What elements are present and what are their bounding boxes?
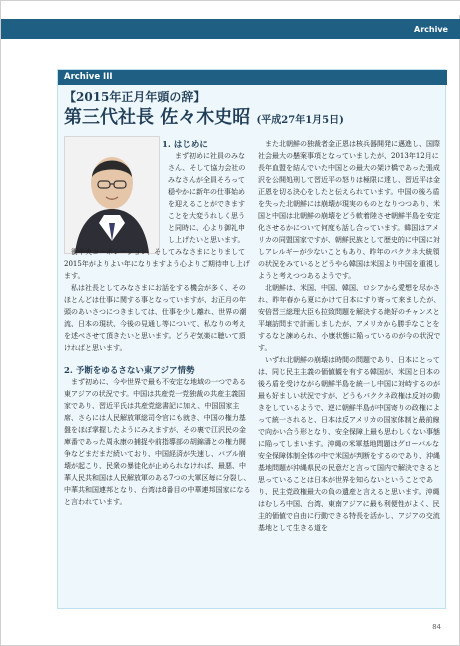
article-kicker: 【2015年正月年頭の辞】 xyxy=(64,90,206,104)
article-title-text: 第三代社長 佐々木史昭 xyxy=(64,107,251,128)
paragraph-2: 衝中央コーポレーション、そしてみなさまにとりまして2015年がよりよい年になりますよう心よりご期待申し上げます。 xyxy=(64,248,250,280)
paragraph-6: 北朝鮮は、米国、中国、韓国、ロシアから愛想を尽かされ、昨年春から夏にかけて日本にすり寄って来ましたが、安倍晋三総理大臣も拉致問題を解決する絶好のチャンスと平壌訪問まで計画しましたが、アメリカから勝手なことをするなと諫められ、小康状態に陥っているのが今の状況です。 xyxy=(258,284,441,352)
right-column xyxy=(258,138,441,534)
article-date: (平成27年1月5日) xyxy=(256,115,344,126)
paragraph-4: まず初めに、今や世界で最も不安定な地域の一つである東アジアの状況です。中国は共産党一党独裁の共産主義国家であり、習近平氏は共産党総書記に加え、中国国家主席、さらには人民解放軍総司令官にも就き、中国の権力基盤をほぼ掌握したようにみえますが、その裏で江沢民の金庫番であった周永康の捕捉や前指導部の胡錦濤との権力闘争などまだまだ続いており、中国経済が失速し、バブル崩壊が起こり、民衆の暴徒化が止められなければ、最悪、中華人民共和国は人民解放軍のある7つの大軍区毎に分裂し、中華共和国連邦となり、台湾は8番目の中華連邦国家になると言われています。 xyxy=(64,378,251,506)
section-heading-2: 2. 予断をゆるさない東アジア情勢 xyxy=(64,366,195,376)
article-frame xyxy=(57,69,446,609)
paragraph-7: いずれ北朝鮮の崩壊は時間の問題であり、日本にとっては、同じ民主主義の価値観を有する韓国が、米国と日本の後ろ盾を受けながら朝鮮半島を統一し中国に対峙するのが最も好ましい状況ですが、どうもパククネ政権は反対の動きをしているようで、逆に朝鮮半島が中国寄りの政権によって統一されると、日本は反アメリカの国家体制と最前線で向かい合う形となり、安全保障上最も思わしくない事態に陥ってしまいます。沖縄の米軍基地問題はグローバルな安全保障体制全体の中で米国が判断をするのであり、沖縄基地問題が沖縄県民の民意だと言って国内で解決できると思っていることは日本が世界を知らないということであり、民主党政権最大の負の遺産と言えると思います。沖縄はむしろ中国、台湾、東南アジアに最も利便性がよく、民主的価値で自由に行動できる特長を活かし、アジアの交流基地として生きる道を xyxy=(258,356,440,532)
article-title xyxy=(64,103,344,129)
paragraph-5: また北朝鮮の独裁者金正恩は核兵器開発に邁進し、国際社会最大の懸案事項となっていましたが、2013年12月に長年血盟を結んでいた中国との最大の架け橋であった張成沢を公開処刑して習近平の怒りは極限に達し、習近平は金正恩を切る決心をしたと伝えられています。中国の後ろ盾を失った北朝鮮には崩壊が現実のものとなりつつあり、米国と中国は北朝鮮の崩壊をどう軟着陸させ朝鮮半島を安定化させるかについて何度も話し合っています。韓国はアメリカの同盟国家ですが、朝鮮民族として歴史的に中国に対しアレルギーが少ないこともあり、昨年のパククネ大統領の状況をみているとどうやら韓国は米国より中国を重視しようと考えつつあるようです。 xyxy=(258,140,440,280)
page-number: 84 xyxy=(432,623,441,631)
archive-label: Archive III xyxy=(64,72,113,82)
paragraph-3: 私は社長としてみなさまにお話をする機会が多く、そのほとんどは仕事に関する事となっていますが、お正月の年頭のあいさつにつきましては、仕事を少し離れ、世界の潮流、日本の現状、今後の見通し等について、私なりの考えを述べさせて頂きたいと思います。どうぞ気楽に聴いて頂ければと思います。 xyxy=(64,284,247,352)
top-rule xyxy=(1,19,401,39)
archive-tab: Archive xyxy=(401,19,460,39)
section-heading-1: 1. はじめに xyxy=(162,140,208,150)
top-band xyxy=(1,1,460,15)
left-column xyxy=(64,138,251,508)
paragraph-1: まず初めに社員のみなさん、そして協力会社のみなさんが全員そろって穏やかに新年の仕事始めを迎えることができますことを大変うれしく思うと同時に、心より御礼申し上げたいと思います。 xyxy=(168,152,246,244)
archive-label-bar xyxy=(58,70,447,85)
